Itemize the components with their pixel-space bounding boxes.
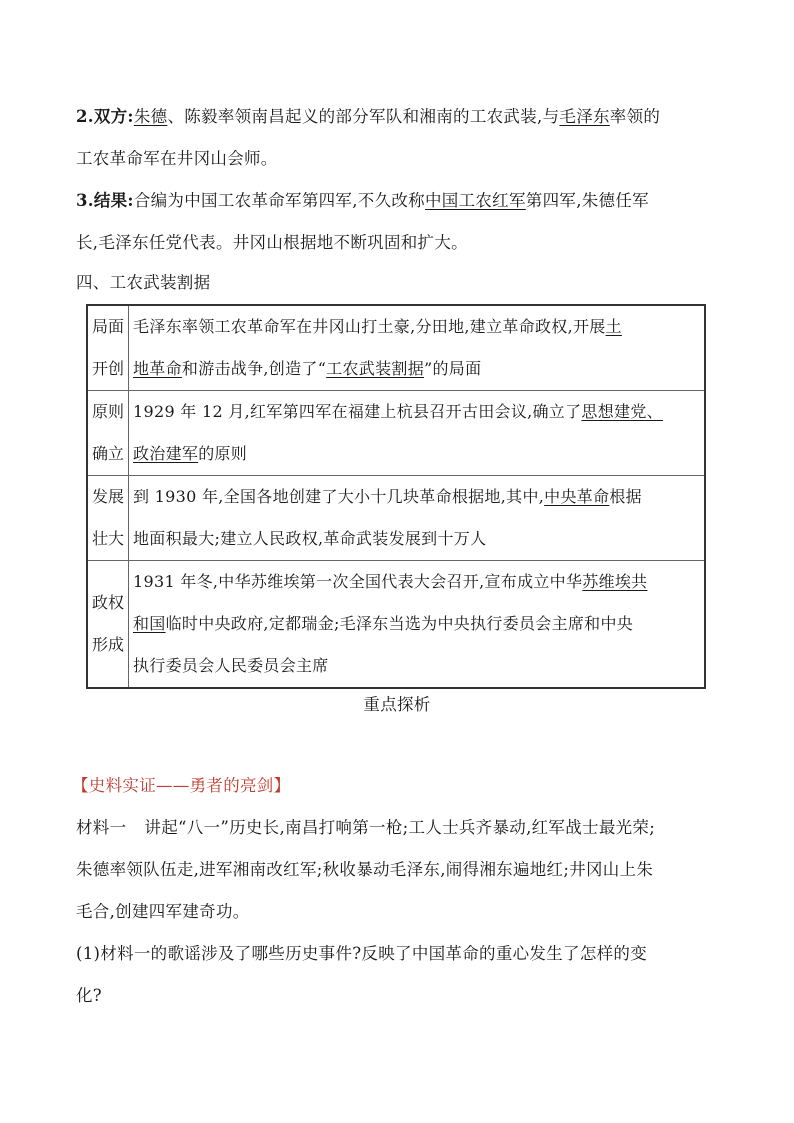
key-line: 发展 [91,487,124,506]
underlined-text: 地革命 [133,359,182,378]
key-line: 壮大 [91,529,124,548]
text: 根据 [609,487,642,506]
text: 的原则 [198,444,248,463]
text: 到 1930 年,全国各地创建了大小十几块革命根据地,其中, [133,487,545,506]
value-line [133,433,700,475]
text: 合编为中国工农革命军第四军,不久改称 [133,191,425,210]
label-shuangfang: 2.双方: [76,107,134,126]
value-line [133,476,700,518]
text: 讲起“八一”历史长,南昌打响第一枪;工人士兵齐暴动,红军战士最光荣; [144,818,656,837]
red-section-heading: 【史料实证——勇者的亮剑】 [72,776,291,795]
center-title: 重点探析 [363,695,431,714]
text: 毛泽东率领工农革命军在井冈山打土豪,分田地,建立革命政权,开展 [133,317,606,336]
underlined-text: 政治建军 [133,444,199,463]
value-line [133,603,700,645]
question-line-2: 化? [76,986,102,1005]
underlined-text: 土 [605,317,622,336]
row-value [129,476,706,561]
question-line-1: (1)材料一的歌谣涉及了哪些历史事件?反映了中国革命的重心发生了怎样的变 [76,944,648,963]
table-row [87,305,705,391]
value-line [133,306,700,348]
row-value [129,391,706,476]
key-line: 政权 [91,593,124,612]
text: ”的局面 [424,359,482,378]
value-line [133,348,700,390]
text: 、陈毅率领南昌起义的部分军队和湘南的工农武装,与 [167,107,560,126]
key-line: 形成 [91,635,124,654]
underlined-red-army: 中国工农红军 [424,191,526,210]
paragraph-3-line-2: 长,毛泽东任党代表。井冈山根据地不断巩固和扩大。 [76,233,468,252]
material-line-1 [76,817,655,839]
text: 临时中央政府,定都瑞金;毛泽东当选为中央执行委员会主席和中央 [165,614,634,633]
text: 第四军,朱德任军 [525,191,649,210]
section-4-heading: 四、工农武装割据 [76,273,211,292]
table-row [87,476,705,561]
row-value [129,305,706,391]
row-key [87,305,129,391]
material-line-2: 朱德率领队伍走,进军湘南改红军;秋收暴动毛泽东,闹得湘东遍地红;井冈山上朱 [76,860,654,879]
paragraph-3-line-1 [76,190,649,212]
material-label: 材料一 [76,818,127,837]
text: 1931 年冬,中华苏维埃第一次全国代表大会召开,宣布成立中华 [133,572,583,591]
value-line [133,391,700,433]
key-line: 原则 [91,402,124,421]
text: 1929 年 12 月,红军第四军在福建上杭县召开古田会议,确立了 [133,402,582,421]
underlined-text: 中央革命 [544,487,610,506]
row-key [87,476,129,561]
label-jieguo: 3.结果: [76,191,134,210]
underlined-zhude: 朱德 [133,107,168,126]
underlined-text: 和国 [133,614,166,633]
value-line: 执行委员会人民委员会主席 [133,656,329,675]
material-line-3: 毛合,创建四军建奇功。 [76,902,250,921]
key-line: 局面 [91,317,124,336]
text: 率领的 [609,107,661,126]
table-row [87,561,705,689]
row-key [87,561,129,689]
value-line: 地面积最大;建立人民政权,革命武装发展到十万人 [133,529,487,548]
underlined-text: 工农武装割据 [326,359,424,378]
table-row [87,391,705,476]
row-value [129,561,706,689]
paragraph-2-line-1 [76,106,660,128]
underlined-text: 苏维埃共 [582,572,648,591]
text: 和游击战争,创造了“ [181,359,327,378]
summary-table [86,304,706,689]
value-line [133,561,700,603]
underlined-text: 思想建党、 [581,402,663,421]
underlined-maozedong: 毛泽东 [559,107,610,126]
paragraph-2-line-2: 工农革命军在井冈山会师。 [76,149,278,168]
key-line: 开创 [91,359,124,378]
key-line: 确立 [91,444,124,463]
row-key [87,391,129,476]
